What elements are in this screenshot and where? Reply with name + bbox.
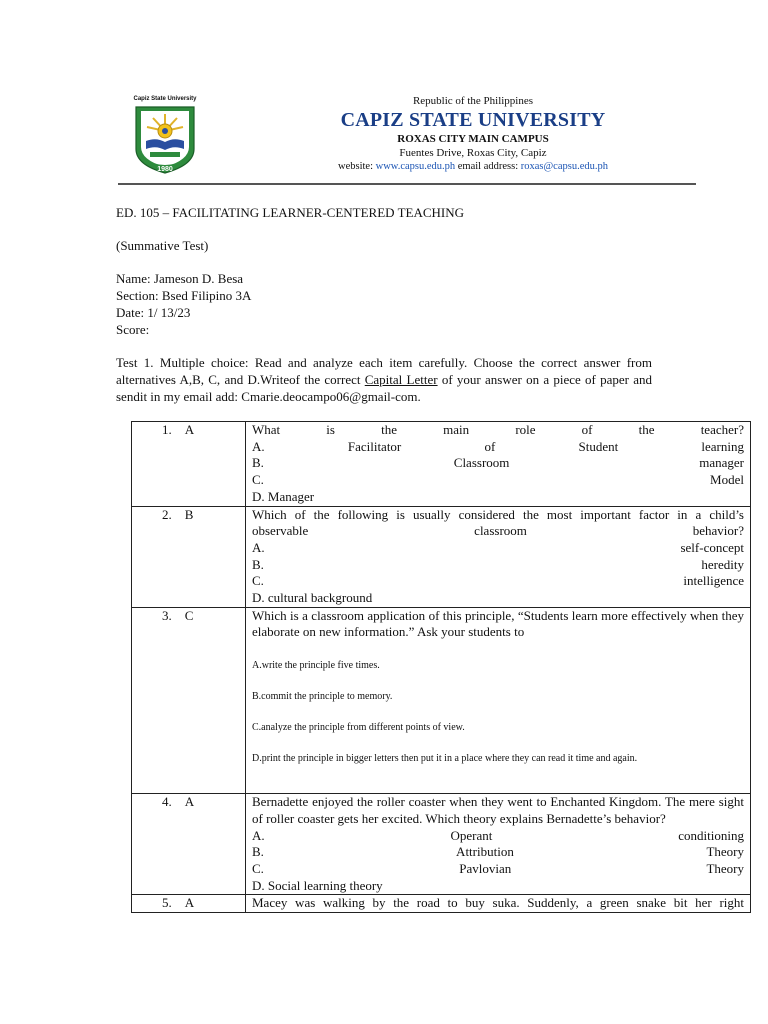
instructions-underlined: Capital Letter [364, 372, 438, 387]
answer-cell [132, 422, 246, 507]
campus-name: ROXAS CITY MAIN CAMPUS [397, 133, 549, 145]
question-text: Which is a classroom application of this principle, “Students learn more effectively when they elaborate on new information.” Ask your students to [252, 607, 744, 640]
table-row [132, 794, 751, 895]
question-number: 2. [162, 506, 172, 522]
table-row [132, 422, 751, 507]
seal-year: 1980 [157, 166, 173, 173]
option: A. Facilitator of Student learning [252, 438, 744, 454]
answer-letter: C [184, 607, 194, 623]
contact-line [268, 160, 678, 174]
option: D. Social learning theory [252, 877, 383, 893]
student-section: Section: Bsed Filipino 3A [116, 288, 252, 303]
email-link[interactable]: roxas@capsu.edu.ph [520, 161, 608, 172]
option: D. cultural background [252, 590, 373, 606]
email-prefix: email address: [455, 161, 521, 172]
answer-cell [132, 506, 246, 607]
university-seal [128, 96, 202, 176]
questions-table [131, 421, 751, 913]
question-text: Macey was walking by the road to buy suka. Suddenly, a green snake bit her right [252, 895, 744, 911]
option: A.write the principle five times. [252, 660, 380, 672]
option: A. self-concept [252, 539, 744, 555]
question-cell [246, 895, 751, 913]
table-row [132, 506, 751, 607]
question-cell [246, 607, 751, 793]
website-prefix: website: [338, 161, 376, 172]
test-type: (Summative Test) [116, 238, 209, 253]
answer-cell [132, 794, 246, 895]
question-number: 4. [162, 794, 172, 810]
question-cell [246, 422, 751, 507]
address-line: Fuentes Drive, Roxas City, Capiz [399, 147, 547, 159]
option: C. Pavlovian Theory [252, 860, 744, 876]
seal-label: Capiz State University [133, 96, 197, 102]
question-cell [246, 794, 751, 895]
republic-line: Republic of the Philippines [412, 95, 534, 107]
option: D. Manager [252, 488, 315, 504]
option: C. intelligence [252, 573, 744, 589]
question-cell [246, 506, 751, 607]
question-text: What is the main role of the teacher? [252, 422, 744, 437]
answer-letter: B [184, 506, 194, 522]
university-name: CAPIZ STATE UNIVERSITY [340, 109, 606, 131]
option: C.analyze the principle from different points of view. [252, 722, 465, 734]
question-number: 3. [162, 607, 172, 623]
answer-letter: A [184, 895, 195, 911]
instructions-part1: Test 1. Multiple choice: Read and analyze each item carefully. Choose the correct answer from alternatives A,B, C, and D.Writeof the correct [116, 355, 652, 387]
option: C. Model [252, 472, 744, 488]
option: B. Classroom manager [252, 455, 744, 471]
answer-cell [132, 895, 246, 913]
instructions [116, 354, 652, 405]
question-number: 1. [162, 422, 172, 437]
question-text: Bernadette enjoyed the roller coaster when they went to Enchanted Kingdom. The mere sight of roller coaster gets her excited. Which theory explains Bernadette’s behavior? [252, 794, 744, 826]
letterhead [118, 88, 696, 184]
instructions-part2: of your answer on a piece of paper and sendit in my email add: Cmarie.deocampo06@gmail-com. [116, 372, 652, 404]
table-row [132, 895, 751, 913]
letterhead-text [268, 94, 678, 174]
answer-letter: A [184, 422, 195, 437]
table-row [132, 607, 751, 793]
header-divider [118, 183, 696, 185]
question-number: 5. [162, 895, 172, 911]
seal-emblem-icon [132, 105, 198, 175]
score-field: Score: [116, 322, 150, 337]
website-link[interactable]: www.capsu.edu.ph [375, 161, 456, 172]
student-name: Name: Jameson D. Besa [116, 271, 244, 286]
answer-letter: A [184, 794, 195, 810]
question-text: observable classroom behavior? [252, 523, 744, 539]
answer-cell [132, 607, 246, 793]
option: B. heredity [252, 556, 744, 572]
question-text: Which of the following is usually considered the most important factor in a child’s [252, 506, 744, 522]
option: B. Attribution Theory [252, 844, 744, 860]
course-title: ED. 105 – FACILITATING LEARNER-CENTERED TEACHING [116, 205, 464, 220]
option: A. Operant conditioning [252, 827, 744, 843]
test-date: Date: 1/ 13/23 [116, 305, 191, 320]
option: D.print the principle in bigger letters then put it in a place where they can read it time and again. [252, 753, 638, 765]
option: B.commit the principle to memory. [252, 691, 393, 703]
